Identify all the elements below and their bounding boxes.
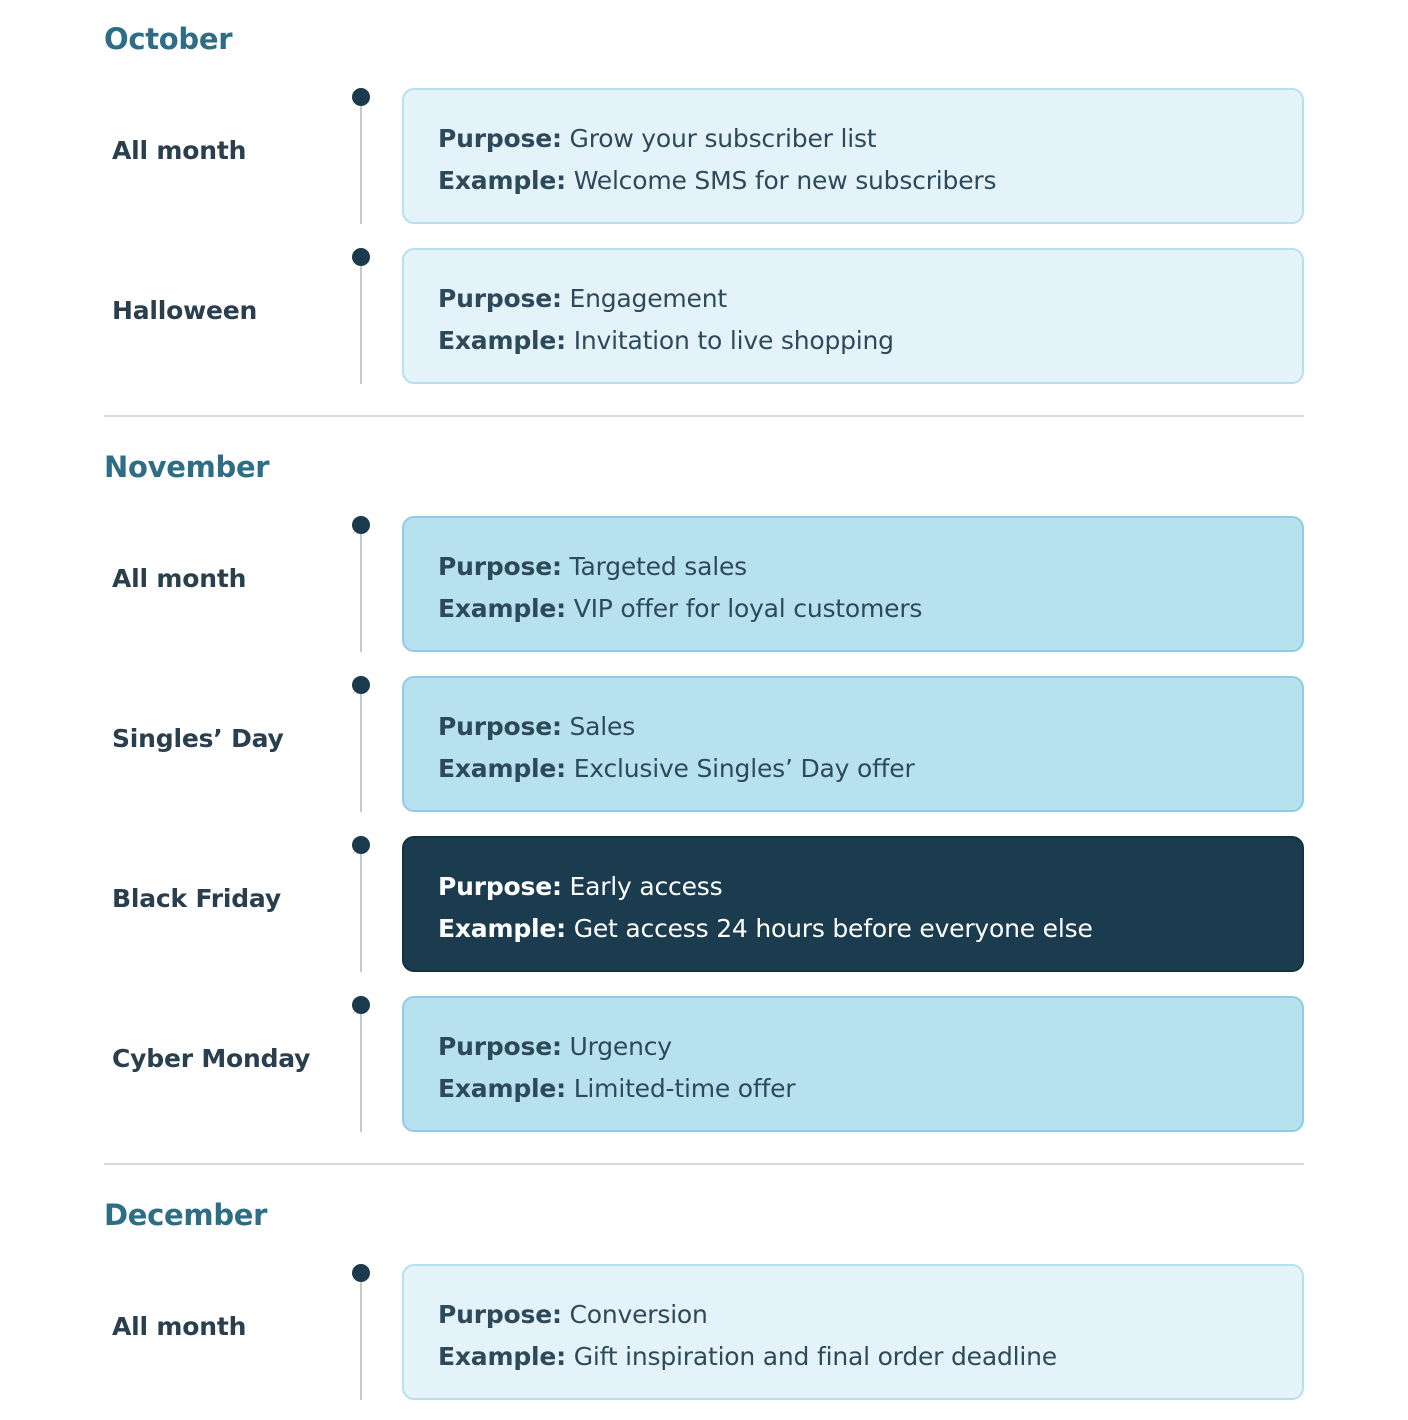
timeline-line: [360, 684, 362, 812]
purpose-key: Purpose:: [438, 124, 562, 153]
example-value: Limited-time offer: [573, 1074, 796, 1103]
example-key: Example:: [438, 914, 566, 943]
event-card-highlighted: [402, 836, 1304, 972]
timeline-row: [0, 248, 1408, 384]
timeline-line: [360, 844, 362, 972]
event-card: [402, 516, 1304, 652]
event-label: Cyber Monday: [112, 1044, 311, 1073]
timeline-dot: [352, 836, 370, 854]
timeline-row: [0, 1264, 1408, 1400]
timeline-dot: [352, 88, 370, 106]
purpose-value: Sales: [569, 712, 636, 741]
purpose-key: Purpose:: [438, 1032, 562, 1061]
timeline-dot: [352, 676, 370, 694]
timeline-dot: [352, 1264, 370, 1282]
example-key: Example:: [438, 594, 566, 623]
example-key: Example:: [438, 1074, 566, 1103]
example-value: Invitation to live shopping: [573, 326, 894, 355]
timeline-line: [360, 1004, 362, 1132]
purpose-key: Purpose:: [438, 712, 562, 741]
section-divider: [104, 415, 1304, 417]
purpose-value: Targeted sales: [569, 552, 747, 581]
event-label: All month: [112, 1312, 247, 1341]
purpose-key: Purpose:: [438, 284, 562, 313]
example-value: VIP offer for loyal customers: [573, 594, 923, 623]
example-key: Example:: [438, 166, 566, 195]
timeline-row: [0, 676, 1408, 812]
month-heading-december: December: [104, 1198, 268, 1232]
timeline-row: [0, 88, 1408, 224]
example-value: Get access 24 hours before everyone else: [573, 914, 1093, 943]
event-label: All month: [112, 564, 247, 593]
timeline-line: [360, 256, 362, 384]
example-value: Gift inspiration and final order deadline: [573, 1342, 1057, 1371]
purpose-value: Engagement: [569, 284, 727, 313]
event-card: [402, 88, 1304, 224]
event-card: [402, 676, 1304, 812]
purpose-key: Purpose:: [438, 552, 562, 581]
timeline-row: [0, 516, 1408, 652]
example-key: Example:: [438, 754, 566, 783]
timeline-row: [0, 996, 1408, 1132]
timeline-dot: [352, 516, 370, 534]
event-label: Black Friday: [112, 884, 281, 913]
timeline-row: [0, 836, 1408, 972]
timeline-line: [360, 524, 362, 652]
purpose-key: Purpose:: [438, 872, 562, 901]
example-value: Welcome SMS for new subscribers: [573, 166, 997, 195]
month-heading-october: October: [104, 22, 233, 56]
month-heading-november: November: [104, 450, 270, 484]
timeline-line: [360, 96, 362, 224]
timeline-dot: [352, 248, 370, 266]
purpose-value: Grow your subscriber list: [569, 124, 877, 153]
purpose-value: Early access: [569, 872, 723, 901]
purpose-key: Purpose:: [438, 1300, 562, 1329]
timeline-dot: [352, 996, 370, 1014]
purpose-value: Conversion: [569, 1300, 708, 1329]
example-value: Exclusive Singles’ Day offer: [573, 754, 915, 783]
event-label: Halloween: [112, 296, 258, 325]
timeline-line: [360, 1272, 362, 1400]
event-card: [402, 1264, 1304, 1400]
event-card: [402, 996, 1304, 1132]
example-key: Example:: [438, 326, 566, 355]
example-key: Example:: [438, 1342, 566, 1371]
event-card: [402, 248, 1304, 384]
purpose-value: Urgency: [569, 1032, 672, 1061]
section-divider: [104, 1163, 1304, 1165]
event-label: All month: [112, 136, 247, 165]
event-label: Singles’ Day: [112, 724, 284, 753]
